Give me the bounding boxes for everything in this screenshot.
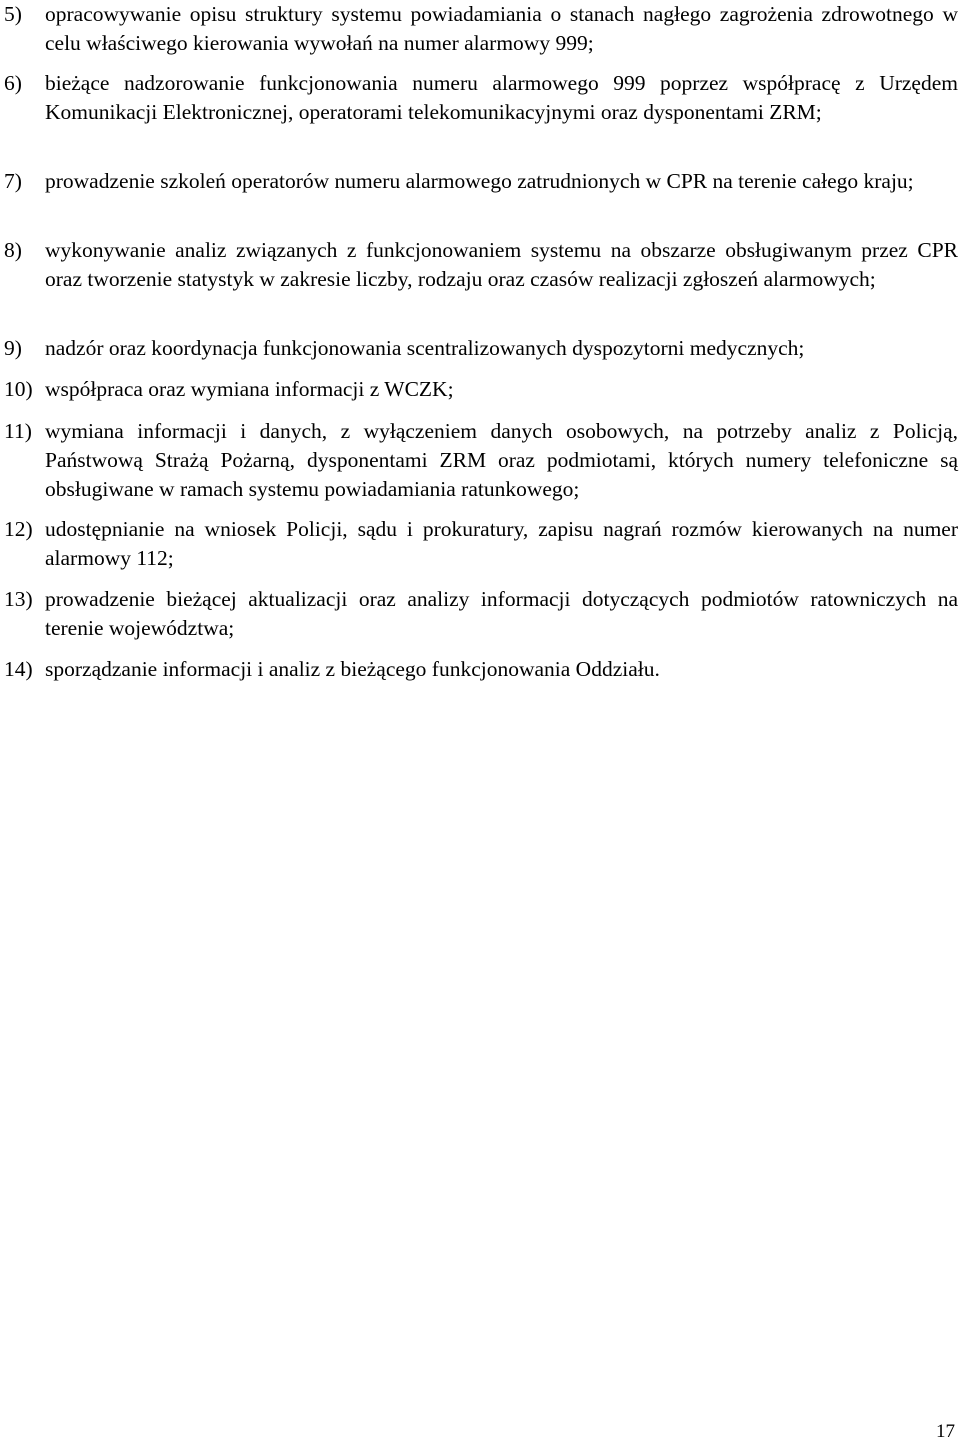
list-item-text: prowadzenie bieżącej aktualizacji oraz analizy informacji dotyczących podmiotów ratowniczych na terenie województwa; <box>45 587 958 640</box>
list-item-7 <box>0 167 960 196</box>
list-item-number: 5) <box>4 2 22 26</box>
list-item-8 <box>0 236 960 294</box>
list-item-number: 14) <box>4 657 33 681</box>
list-item-number: 11) <box>4 419 32 443</box>
list-item-5 <box>0 0 960 58</box>
list-item-10 <box>0 375 960 404</box>
list-item-text: udostępnianie na wniosek Policji, sądu i prokuratury, zapisu nagrań rozmów kierowanych na numer alarmowy 112; <box>45 517 958 570</box>
list-item-text: bieżące nadzorowanie funkcjonowania numeru alarmowego 999 poprzez współpracę z Urzędem Komunikacji Elektronicznej, operatorami telekomunikacyjnymi oraz dysponentami ZRM; <box>45 71 958 124</box>
list-item-13 <box>0 585 960 643</box>
list-item-number: 6) <box>4 71 22 95</box>
list-item-number: 13) <box>4 587 33 611</box>
list-item-number: 12) <box>4 517 33 541</box>
list-item-number: 8) <box>4 238 22 262</box>
list-item-11 <box>0 417 960 504</box>
list-item-text: wykonywanie analiz związanych z funkcjonowaniem systemu na obszarze obsługiwanym przez CPR oraz tworzenie statystyk w zakresie liczby, rodzaju oraz czasów realizacji zgłoszeń alarmowych; <box>45 238 958 291</box>
list-item-text: nadzór oraz koordynacja funkcjonowania scentralizowanych dyspozytorni medycznych; <box>45 336 805 360</box>
list-item-12 <box>0 515 960 573</box>
list-item-14 <box>0 655 960 684</box>
list-item-text: sporządzanie informacji i analiz z bieżącego funkcjonowania Oddziału. <box>45 657 660 681</box>
list-item-number: 7) <box>4 169 22 193</box>
page-number: 17 <box>936 1421 955 1442</box>
list-item-6 <box>0 69 960 127</box>
list-item-text: opracowywanie opisu struktury systemu powiadamiania o stanach nagłego zagrożenia zdrowotnego w celu właściwego kierowania wywołań na numer alarmowy 999; <box>45 2 958 55</box>
list-item-text: prowadzenie szkoleń operatorów numeru alarmowego zatrudnionych w CPR na terenie całego kraju; <box>45 169 914 193</box>
list-item-9 <box>0 334 960 363</box>
list-item-number: 9) <box>4 336 22 360</box>
list-item-number: 10) <box>4 377 33 401</box>
list-item-text: współpraca oraz wymiana informacji z WCZK; <box>45 377 454 401</box>
list-item-text: wymiana informacji i danych, z wyłączeniem danych osobowych, na potrzeby analiz z Policją, Państwową Strażą Pożarną, dysponentami ZRM oraz podmiotami, których numery telefoniczne są obsługiwane w ramach systemu powiadamiania ratunkowego; <box>45 419 958 501</box>
